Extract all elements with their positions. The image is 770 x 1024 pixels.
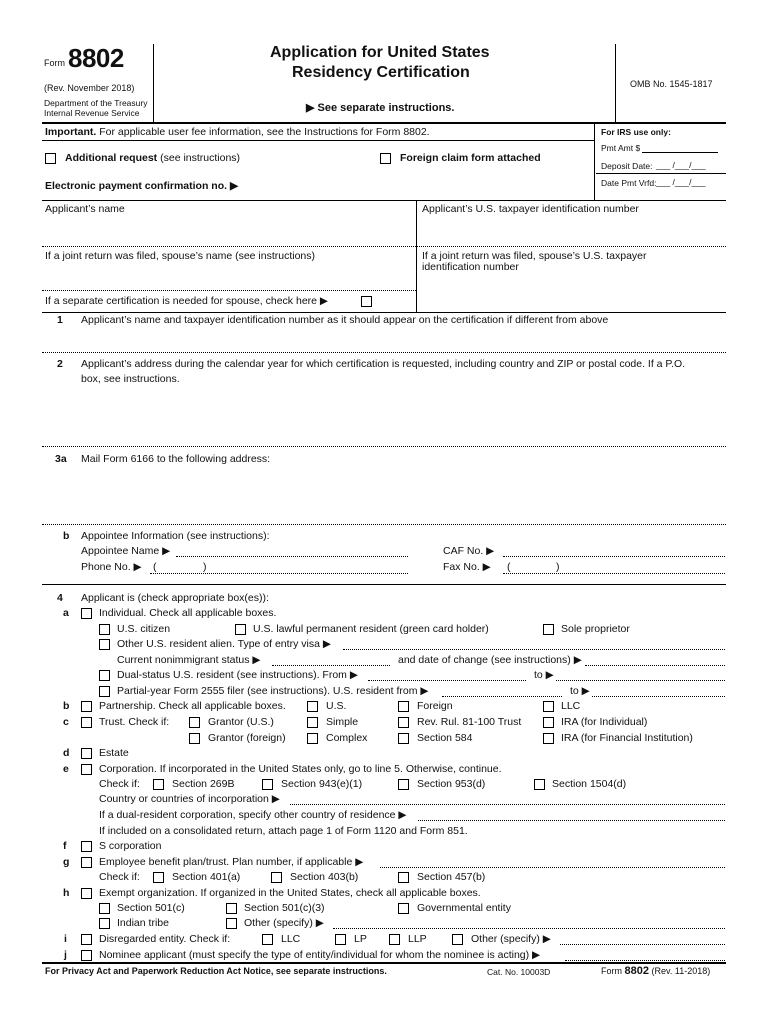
- partnership-foreign-label: Foreign: [417, 700, 453, 712]
- line-4c-letter: c: [63, 716, 69, 728]
- disregarded-llc-label: LLC: [281, 933, 301, 945]
- corp-check-if-label: Check if:: [99, 778, 140, 790]
- indian-tribe-label: Indian tribe: [117, 917, 169, 929]
- line-4d-letter: d: [63, 747, 70, 759]
- section-584-label: Section 584: [417, 732, 473, 744]
- fax-paren-close: ): [556, 561, 560, 573]
- other-resident-checkbox[interactable]: [99, 639, 110, 650]
- pmt-amt-label: Pmt Amt $: [601, 143, 641, 153]
- line-2-label-1: Applicant’s address during the calendar year for which certification is requested, including country and ZIP or postal code. If a P.O.: [81, 358, 686, 370]
- form-label: Form: [44, 58, 65, 68]
- line-3a-label: Mail Form 6166 to the following address:: [81, 453, 271, 465]
- privacy-notice: For Privacy Act and Paperwork Reduction Act Notice, see separate instructions.: [45, 966, 387, 976]
- governmental-entity-checkbox[interactable]: [398, 903, 409, 914]
- spouse-tin-label-2: identification number: [422, 261, 519, 273]
- line-3b-label: Appointee Information (see instructions):: [81, 530, 270, 542]
- section-953-label: Section 953(d): [417, 778, 486, 790]
- important-label: Important.: [45, 126, 97, 138]
- partnership-label: Partnership. Check all applicable boxes.: [99, 700, 286, 712]
- date-change-label: and date of change (see instructions) ▶: [398, 654, 582, 666]
- line-4e-letter: e: [63, 763, 69, 775]
- governmental-entity-label: Governmental entity: [417, 902, 511, 914]
- section-953-checkbox[interactable]: [398, 779, 409, 790]
- disregarded-llc-checkbox[interactable]: [262, 934, 273, 945]
- caf-label: CAF No. ▶: [443, 545, 495, 557]
- deposit-date-label: Deposit Date:: [601, 161, 653, 171]
- estate-checkbox[interactable]: [81, 748, 92, 759]
- footer-form-word: Form: [601, 966, 622, 976]
- ira-individual-label: IRA (for Individual): [561, 716, 648, 728]
- line-2-number: 2: [57, 358, 63, 370]
- line-4i-letter: i: [64, 933, 67, 945]
- line-2-label-2: box, see instructions.: [81, 373, 180, 385]
- grantor-us-label: Grantor (U.S.): [208, 716, 274, 728]
- line-3b-number: b: [63, 530, 70, 542]
- rev-rul-checkbox[interactable]: [398, 717, 409, 728]
- other-resident-label: Other U.S. resident alien. Type of entry visa ▶: [117, 638, 331, 650]
- additional-request-text: (see instructions): [160, 152, 241, 164]
- separate-cert-checkbox[interactable]: [361, 296, 372, 307]
- trust-checkbox[interactable]: [81, 717, 92, 728]
- fax-label: Fax No. ▶: [443, 561, 491, 573]
- line-4h-letter: h: [63, 887, 70, 899]
- section-403b-checkbox[interactable]: [271, 872, 282, 883]
- irs-use-only: For IRS use only:: [601, 127, 671, 137]
- us-citizen-checkbox[interactable]: [99, 624, 110, 635]
- nonimmigrant-label: Current nonimmigrant status ▶: [117, 654, 261, 666]
- date-pmt-vrfd-label: Date Pmt Vrfd:: [601, 178, 657, 188]
- section-403b-label: Section 403(b): [290, 871, 359, 883]
- section-457b-checkbox[interactable]: [398, 872, 409, 883]
- section-269b-label: Section 269B: [172, 778, 235, 790]
- country-incorporation-label: Country or countries of incorporation ▶: [99, 793, 280, 805]
- phone-label: Phone No. ▶: [81, 561, 142, 573]
- revision-date: (Rev. November 2018): [44, 83, 135, 93]
- grantor-foreign-checkbox[interactable]: [189, 733, 200, 744]
- date-pmt-vrfd-field[interactable]: ___ /___/___: [656, 177, 706, 187]
- line-4a-letter: a: [63, 607, 69, 619]
- dual-status-label: Dual-status U.S. resident (see instructions). From ▶: [117, 669, 358, 681]
- simple-trust-checkbox[interactable]: [307, 717, 318, 728]
- grantor-foreign-label: Grantor (foreign): [208, 732, 286, 744]
- spouse-tin-label-1: If a joint return was filed, spouse’s U.S. taxpayer: [422, 250, 647, 262]
- appointee-name-label: Appointee Name ▶: [81, 545, 171, 557]
- important-text: For applicable user fee information, see the Instructions for Form 8802.: [99, 126, 430, 138]
- s-corporation-label: S corporation: [99, 840, 162, 852]
- complex-trust-label: Complex: [326, 732, 368, 744]
- section-943-label: Section 943(e)(1): [281, 778, 363, 790]
- section-943-checkbox[interactable]: [262, 779, 273, 790]
- section-457b-label: Section 457(b): [417, 871, 486, 883]
- additional-request-bold: Additional request: [65, 152, 158, 164]
- disregarded-other-label: Other (specify) ▶: [471, 933, 551, 945]
- omb-number: OMB No. 1545-1817: [630, 79, 713, 89]
- important-note: [45, 126, 430, 138]
- section-1504-label: Section 1504(d): [552, 778, 627, 790]
- ira-individual-checkbox[interactable]: [543, 717, 554, 728]
- disregarded-entity-label: Disregarded entity. Check if:: [99, 933, 231, 945]
- additional-request-checkbox[interactable]: [45, 153, 56, 164]
- partial-year-to-label: to ▶: [570, 685, 590, 697]
- rev-rul-label: Rev. Rul. 81-100 Trust: [417, 716, 522, 728]
- disregarded-other-checkbox[interactable]: [452, 934, 463, 945]
- green-card-label: U.S. lawful permanent resident (green card holder): [253, 623, 489, 635]
- consolidated-return-label: If included on a consolidated return, attach page 1 of Form 1120 and Form 851.: [99, 825, 468, 837]
- foreign-claim-label: Foreign claim form attached: [400, 152, 541, 164]
- line-1-label: Applicant’s name and taxpayer identification number as it should appear on the certification if different from above: [81, 314, 609, 326]
- nominee-checkbox[interactable]: [81, 950, 92, 961]
- partnership-checkbox[interactable]: [81, 701, 92, 712]
- us-citizen-label: U.S. citizen: [117, 623, 171, 635]
- line-4g-letter: g: [63, 856, 70, 868]
- footer-form-number: 8802: [624, 965, 649, 977]
- partnership-foreign-checkbox[interactable]: [398, 701, 409, 712]
- exempt-org-checkbox[interactable]: [81, 888, 92, 899]
- section-1504-checkbox[interactable]: [534, 779, 545, 790]
- form-title-line1: Application for United States: [270, 44, 490, 61]
- phone-paren-close: ): [203, 561, 207, 573]
- indian-tribe-checkbox[interactable]: [99, 918, 110, 929]
- electronic-payment-label: Electronic payment confirmation no. ▶: [45, 180, 239, 192]
- applicant-tin-label: Applicant’s U.S. taxpayer identification number: [422, 203, 639, 215]
- exempt-other-checkbox[interactable]: [226, 918, 237, 929]
- partnership-llc-label: LLC: [561, 700, 581, 712]
- section-401a-label: Section 401(a): [172, 871, 241, 883]
- estate-label: Estate: [99, 747, 129, 759]
- line-4f-letter: f: [63, 840, 67, 852]
- section-501c3-label: Section 501(c)(3): [244, 902, 325, 914]
- foreign-claim-checkbox[interactable]: [380, 153, 391, 164]
- dual-status-checkbox[interactable]: [99, 670, 110, 681]
- footer-form-ref: [601, 965, 710, 977]
- partnership-us-checkbox[interactable]: [307, 701, 318, 712]
- disregarded-entity-checkbox[interactable]: [81, 934, 92, 945]
- sole-proprietor-checkbox[interactable]: [543, 624, 554, 635]
- section-584-checkbox[interactable]: [398, 733, 409, 744]
- simple-trust-label: Simple: [326, 716, 359, 728]
- green-card-checkbox[interactable]: [235, 624, 246, 635]
- line-4-title: Applicant is (check appropriate box(es)):: [81, 592, 269, 604]
- grantor-us-checkbox[interactable]: [189, 717, 200, 728]
- complex-trust-checkbox[interactable]: [307, 733, 318, 744]
- line-1-number: 1: [57, 314, 63, 326]
- form-title-line2: Residency Certification: [292, 64, 470, 81]
- form-number: 8802: [68, 43, 124, 73]
- section-401a-checkbox[interactable]: [153, 872, 164, 883]
- individual-label: Individual. Check all applicable boxes.: [99, 607, 277, 619]
- section-501c-checkbox[interactable]: [99, 903, 110, 914]
- ira-financial-checkbox[interactable]: [543, 733, 554, 744]
- disregarded-llp-label: LLP: [408, 933, 427, 945]
- disregarded-lp-checkbox[interactable]: [335, 934, 346, 945]
- dual-status-to-label: to ▶: [534, 669, 554, 681]
- deposit-date-field[interactable]: ___ /___/___: [656, 160, 706, 170]
- sole-proprietor-label: Sole proprietor: [561, 623, 630, 635]
- partnership-llc-checkbox[interactable]: [543, 701, 554, 712]
- ira-financial-label: IRA (for Financial Institution): [561, 732, 693, 744]
- section-501c3-checkbox[interactable]: [226, 903, 237, 914]
- agency: Internal Revenue Service: [44, 108, 140, 118]
- catalog-number: Cat. No. 10003D: [487, 967, 551, 977]
- partial-year-checkbox[interactable]: [99, 686, 110, 697]
- disregarded-lp-label: LP: [354, 933, 367, 945]
- s-corporation-checkbox[interactable]: [81, 841, 92, 852]
- fax-paren-open: (: [507, 561, 511, 573]
- dual-resident-corp-label: If a dual-resident corporation, specify other country of residence ▶: [99, 809, 407, 821]
- corporation-label: Corporation. If incorporated in the United States only, go to line 5. Otherwise, continue.: [99, 763, 502, 775]
- partnership-us-label: U.S.: [326, 700, 347, 712]
- footer-rev: (Rev. 11-2018): [651, 966, 711, 976]
- additional-request-label: [65, 152, 240, 164]
- disregarded-llp-checkbox[interactable]: [389, 934, 400, 945]
- exempt-org-label: Exempt organization. If organized in the United States, check all applicable boxes.: [99, 887, 481, 899]
- spouse-name-label: If a joint return was filed, spouse’s name (see instructions): [45, 250, 316, 262]
- exempt-other-label: Other (specify) ▶: [244, 917, 324, 929]
- separate-cert-label: If a separate certification is needed for spouse, check here ▶: [45, 295, 328, 307]
- line-4b-letter: b: [63, 700, 70, 712]
- line-4j-letter: j: [64, 949, 67, 961]
- trust-label: Trust. Check if:: [99, 716, 170, 728]
- line-3a-number: 3a: [55, 453, 67, 465]
- benefit-plan-label: Employee benefit plan/trust. Plan number, if applicable ▶: [99, 856, 364, 868]
- plan-check-if-label: Check if:: [99, 871, 140, 883]
- phone-paren-open: (: [153, 561, 157, 573]
- nominee-label: Nominee applicant (must specify the type of entity/individual for whom the nominee is acting) ▶: [99, 949, 541, 961]
- section-269b-checkbox[interactable]: [153, 779, 164, 790]
- applicant-name-label: Applicant’s name: [45, 203, 125, 215]
- corporation-checkbox[interactable]: [81, 764, 92, 775]
- partial-year-label: Partial-year Form 2555 filer (see instructions). U.S. resident from ▶: [117, 685, 429, 697]
- line-4-number: 4: [57, 592, 63, 604]
- see-instructions: ▶ See separate instructions.: [306, 102, 455, 114]
- section-501c-label: Section 501(c): [117, 902, 185, 914]
- individual-checkbox[interactable]: [81, 608, 92, 619]
- benefit-plan-checkbox[interactable]: [81, 857, 92, 868]
- department: Department of the Treasury: [44, 98, 148, 108]
